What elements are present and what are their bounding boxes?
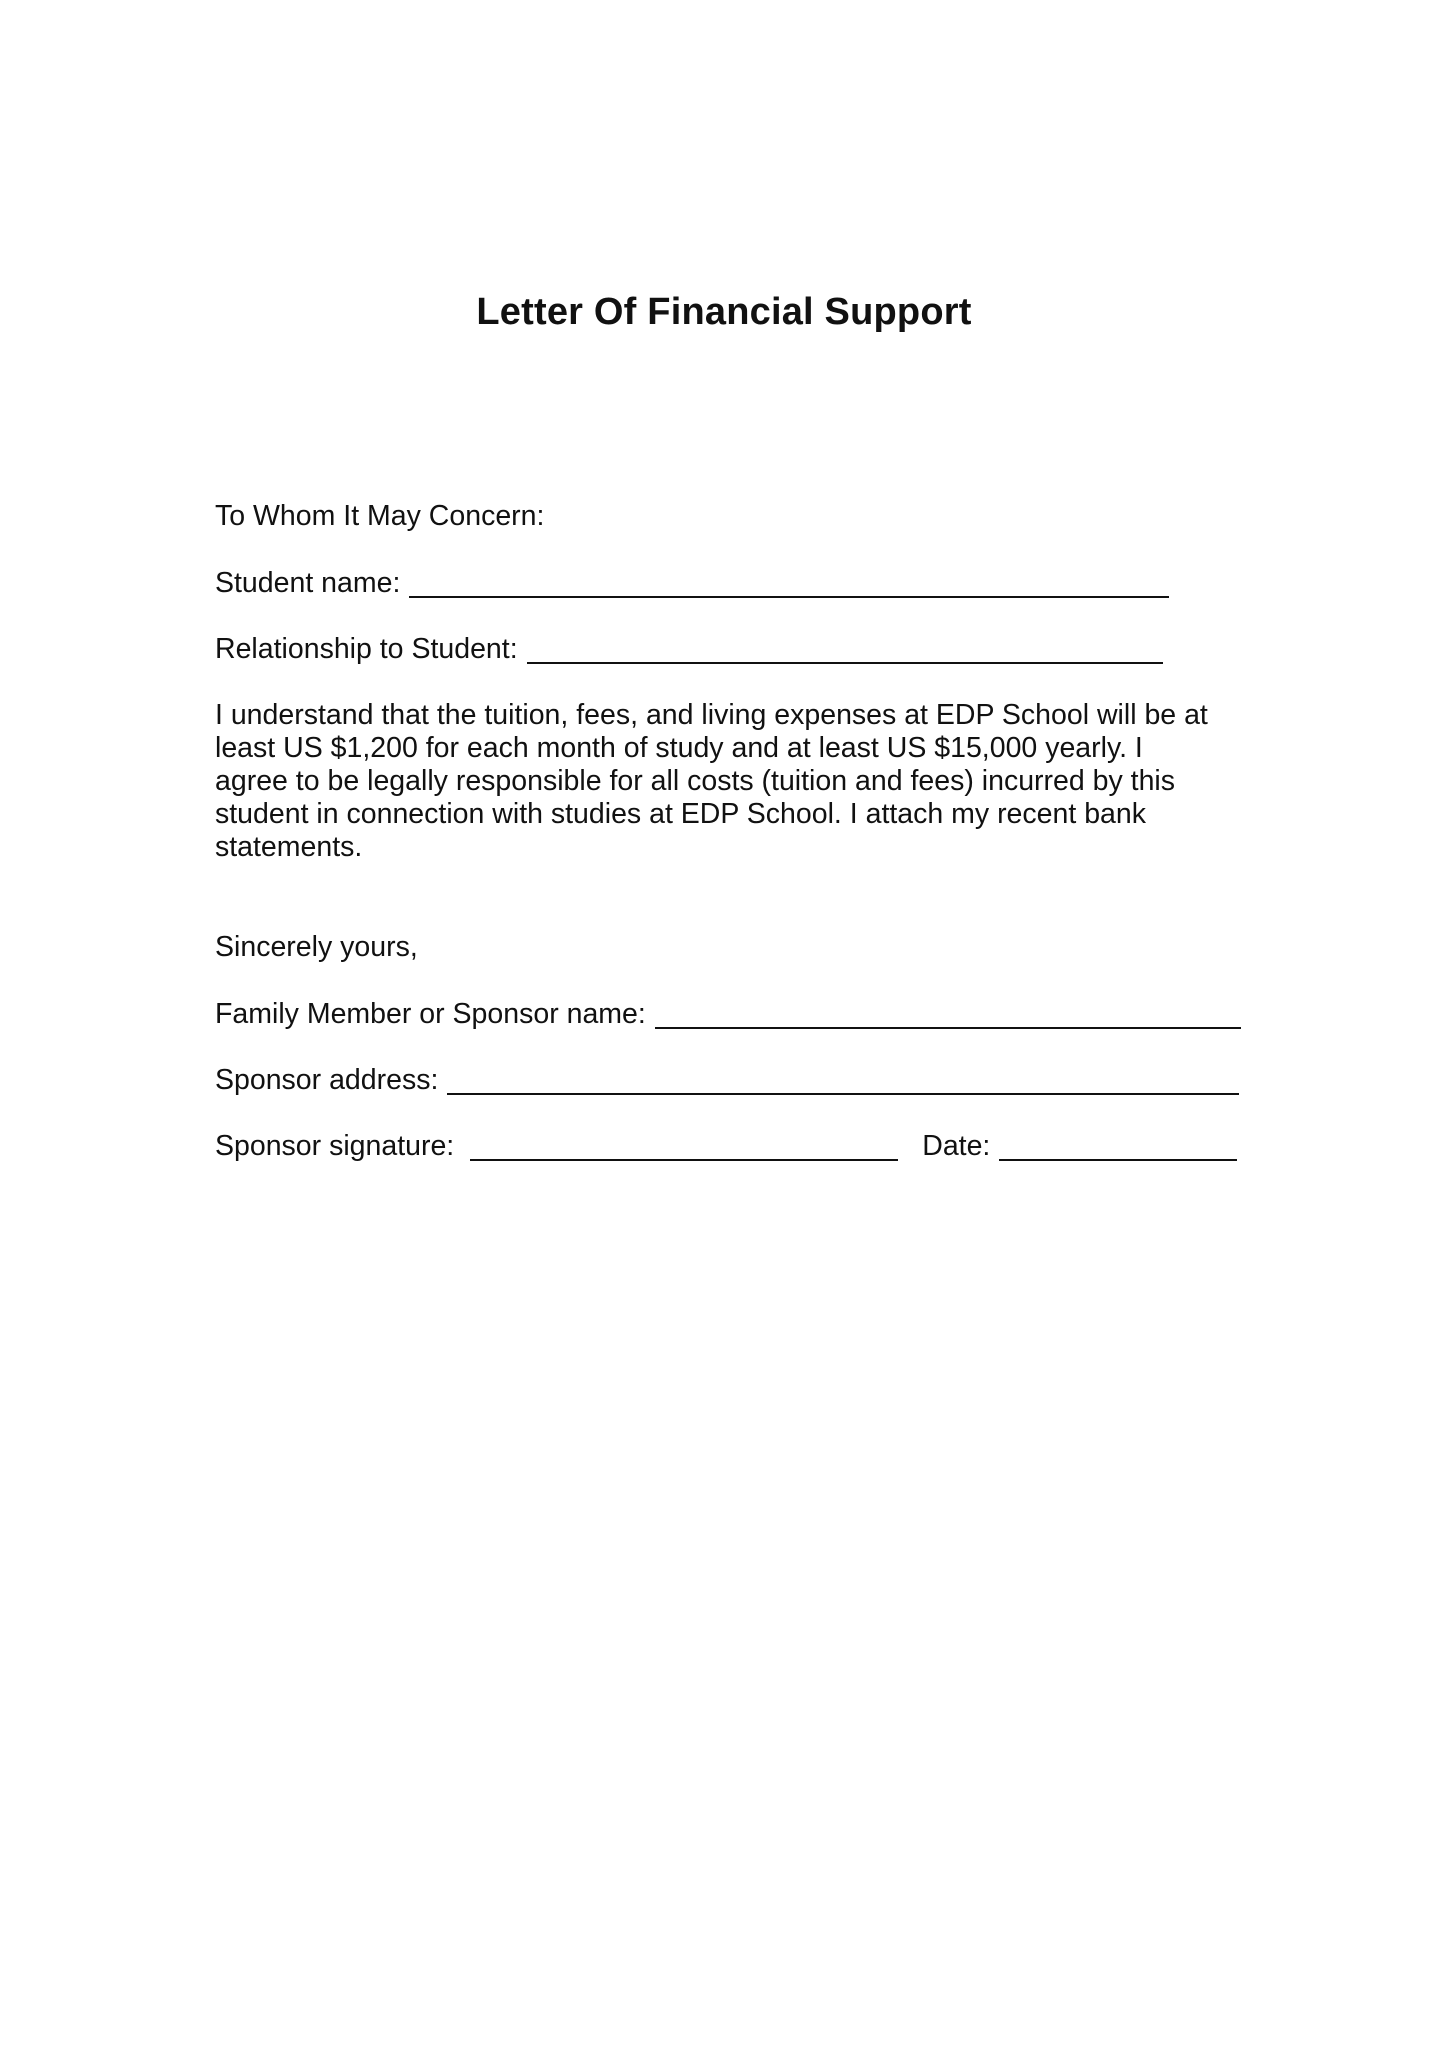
student-name-row [215, 566, 1169, 600]
statement-line: agree to be legally responsible for all costs (tuition and fees) incurred by this [215, 765, 1176, 797]
support-statement [215, 699, 1255, 864]
student-name-label: Student name: [215, 567, 401, 599]
sponsor-signature-label: Sponsor signature: [215, 1130, 455, 1162]
statement-line: least US $1,200 for each month of study and at least US $15,000 yearly. I [215, 732, 1143, 764]
sponsor-address-field[interactable] [447, 1063, 1239, 1095]
sponsor-signature-field[interactable] [470, 1129, 898, 1161]
document-title: Letter Of Financial Support [476, 291, 972, 333]
sponsor-address-row [215, 1063, 1239, 1097]
sponsor-name-label: Family Member or Sponsor name: [215, 998, 646, 1030]
date-label: Date: [922, 1130, 991, 1162]
student-name-field[interactable] [409, 566, 1169, 598]
relationship-field[interactable] [527, 632, 1163, 664]
closing-line [215, 931, 418, 964]
statement-line: student in connection with studies at EDP School. I attach my recent bank [215, 798, 1146, 830]
sponsor-name-row [215, 997, 1241, 1031]
statement-line: statements. [215, 831, 363, 863]
salutation: To Whom It May Concern: [215, 500, 545, 532]
sponsor-name-field[interactable] [655, 997, 1241, 1029]
sponsor-signature-row [215, 1129, 1237, 1163]
statement-line: I understand that the tuition, fees, and living expenses at EDP School will be at [215, 699, 1208, 731]
relationship-row [215, 632, 1163, 666]
salutation-line [215, 500, 544, 533]
closing: Sincerely yours, [215, 931, 418, 963]
sponsor-address-label: Sponsor address: [215, 1064, 439, 1096]
relationship-label: Relationship to Student: [215, 633, 518, 665]
date-field[interactable] [999, 1129, 1237, 1161]
